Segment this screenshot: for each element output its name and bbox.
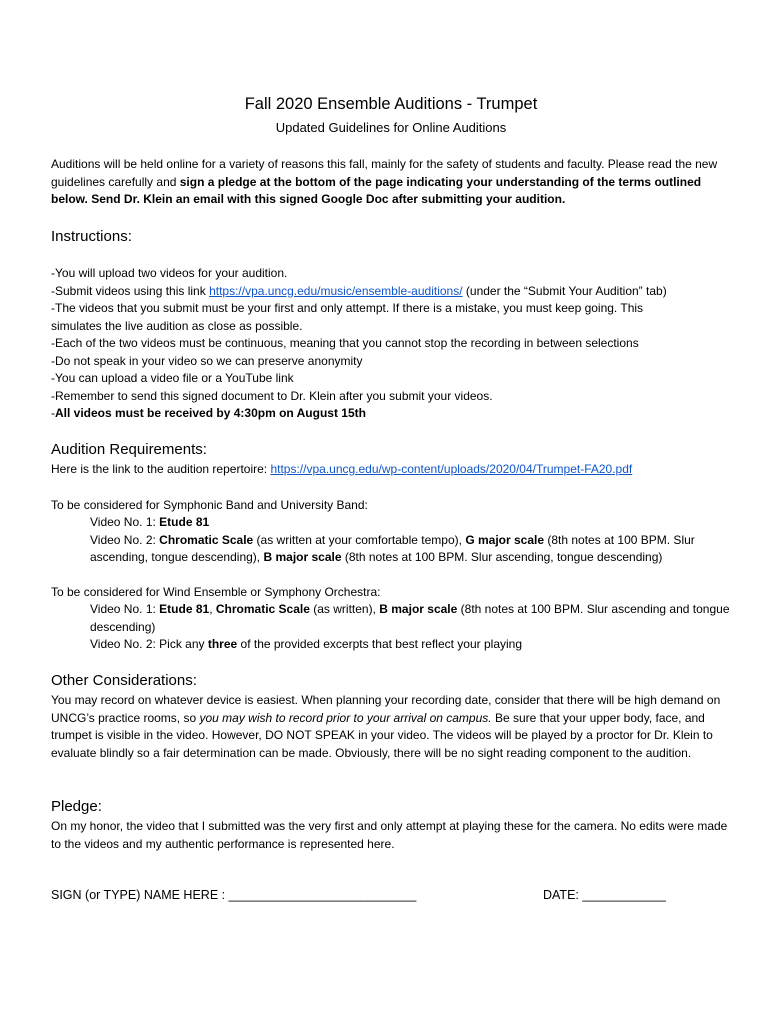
video-label: Video No. 1: [90,515,160,529]
other-italic: you may wish to record prior to your arrival on campus. [199,710,492,725]
wind-intro: To be considered for Wind Ensemble or Symphony Orchestra: [51,584,381,599]
video-detail: (8th notes at 100 BPM. Slur ascending, tongue descending) [341,550,663,564]
other-text: Be sure that your upper body, face, and trumpet is visible in the video. However, DO NOT SPEAK in your video. The videos will be played by a proctor for Dr. Klein to evaluate blindly so a fair determination can be made. Obviously, there will be no sight reading component to the audition. [51,710,713,760]
signature-date-field[interactable]: DATE: ____________ [543,888,666,902]
repertoire-line [51,461,731,479]
instructions-heading: Instructions: [51,228,132,245]
instruction-line [51,405,731,423]
instruction-line: simulates the live audition as close as possible. [51,318,303,333]
instruction-line [51,283,731,301]
video-detail: (as written at your comfortable tempo), [253,532,466,547]
instruction-text: (under the “Submit Your Audition” tab) [462,283,667,298]
intro-text: Auditions will be held online for a variety of reasons this fall, mainly for the safety of students and faculty. Please read the new guidelines carefully and [51,157,718,189]
intro-bold: sign a pledge at the bottom of the page indicating your understanding of the terms outlined below. Send Dr. Klein an email with this signed Google Doc after submitting your audition. [51,174,702,206]
instruction-line: -You can upload a video file or a YouTube link [51,371,294,385]
video-detail: (8th notes at 100 BPM. Slur ascending and tongue descending) [90,602,730,634]
wind-video-2 [90,636,730,654]
signature-name-field[interactable]: SIGN (or TYPE) NAME HERE : ___________________________ [51,888,417,902]
wind-video-1 [90,601,730,636]
intro-paragraph [51,156,731,209]
symphonic-intro: To be considered for Symphonic Band and University Band: [51,497,368,512]
video-item: Chromatic Scale [215,602,310,616]
video-label: Video No. 1: [90,602,160,616]
deadline-text: All videos must be received by 4:30pm on August 15th [55,406,366,420]
video-detail: (8th notes at 100 BPM. Slur ascending, tongue descending), [90,532,695,564]
other-text: You may record on whatever device is easiest. When planning your recording date, consider that there will be high demand on UNCG’s practice rooms, so [51,693,721,725]
instruction-dash: - [51,406,55,420]
other-paragraph [51,692,731,762]
video-item: G major scale [465,532,545,547]
pledge-paragraph: On my honor, the video that I submitted was the very first and only attempt at playing these for the camera. No edits were made to the videos and my authentic performance is represented here. [51,819,728,851]
video-item: B major scale [379,602,458,616]
video-item: Chromatic Scale [159,532,254,547]
video-item: Etude 81 [159,602,210,616]
instruction-line: -The videos that you submit must be your first and only attempt. If there is a mistake, you must keep going. This [51,301,644,315]
symphonic-video-1 [90,514,730,532]
video-label: Video No. 2: [90,532,160,547]
video-detail: , [209,602,216,616]
video-detail: (as written), [309,602,380,616]
repertoire-link[interactable]: https://vpa.uncg.edu/wp-content/uploads/2020/04/Trumpet-FA20.pdf [270,462,633,476]
ensemble-auditions-link[interactable]: https://vpa.uncg.edu/music/ensemble-auditions/ [209,283,463,298]
instruction-text: -Submit videos using this link [51,283,210,298]
document-subtitle: Updated Guidelines for Online Auditions [275,120,507,135]
video-label: Video No. 2: Pick any [90,637,208,651]
video-item: Etude 81 [159,515,210,529]
instruction-line: -Remember to send this signed document to Dr. Klein after you submit your videos. [51,388,493,403]
symphonic-video-2 [90,532,730,567]
video-detail: of the provided excerpts that best reflect your playing [237,637,523,651]
instruction-line: -Do not speak in your video so we can preserve anonymity [51,353,363,368]
instruction-line: -Each of the two videos must be continuous, meaning that you cannot stop the recording in between selections [51,336,639,350]
pledge-heading: Pledge: [51,798,102,815]
repertoire-text: Here is the link to the audition repertoire: [51,462,271,476]
document-title: Fall 2020 Ensemble Auditions - Trumpet [244,95,538,113]
requirements-heading: Audition Requirements: [51,441,207,458]
video-item: three [207,637,238,651]
instruction-line: -You will upload two videos for your audition. [51,266,288,280]
other-heading: Other Considerations: [51,672,197,689]
video-item: B major scale [263,550,342,564]
